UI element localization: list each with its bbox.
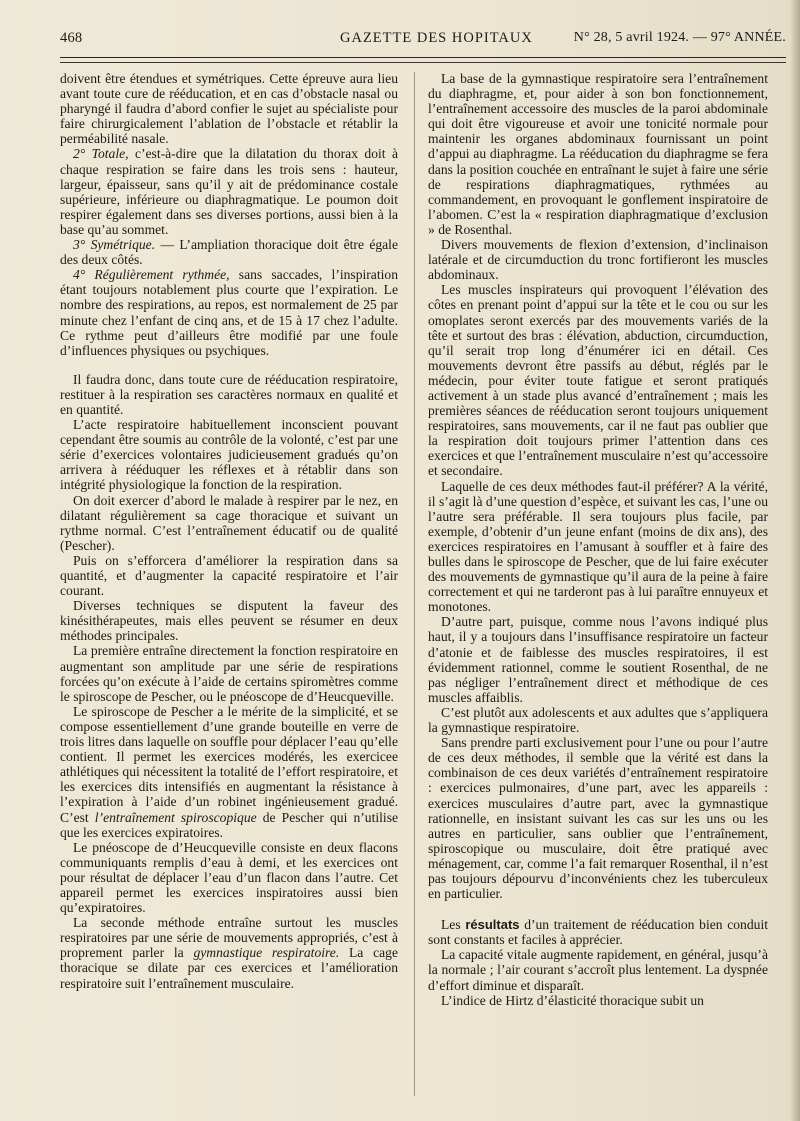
list-label: 3° Symétrique. (73, 237, 156, 253)
issue-info: N° 28, 5 avril 1924. — 97° ANNÉE. (573, 30, 786, 45)
paragraph: Laquelle de ces deux méthodes faut-il préférer? A la vérité, il s’agit là d’une question d’espèce, et suivant les cas, l’une ou l’autre sera préférable. Il sera toujours plus facile, par exemple, d’obtenir d’un jeune enfant (moins de dix ans), des exercices respiratoires en l’amusant à souffler et à faire des bulles dans le spiroscope de Pescher, que de lui faire exécuter des mouvements de gymnastique qu’il aura de la peine à faire correctement et qui ne tarderont pas à lui paraître ennuyeux et monotones. (428, 478, 768, 615)
page-number: 468 (60, 30, 83, 46)
emphasis: gymnastique respiratoire. (193, 945, 340, 961)
page-edge-shadow (790, 0, 800, 1121)
list-label: 2° Totale, (73, 146, 129, 162)
paragraph (60, 915, 398, 990)
paragraph-text: Les (441, 917, 466, 933)
paragraph: Le pnéoscope de d’Heucqueville consiste en deux flacons communiquants remplis d’eau à demi, et les exercices ont pour résultat de déplacer l’eau d’un flacon dans l’autre. Cet appareil permet les exercices inspiratoires aussi bien qu’expiratoires. (60, 839, 398, 916)
paragraph-text: Le spiroscope de Pescher a le mérite de la simplicité, et se compose essentiellement d’une grande bouteille en verre de trois litres dans laquelle on souffle pour déplacer l’eau qu’elle contient. Il permet les exercices modérés, les exercicee athlétiques qui nécessitent la totalité de l’effort respiratoire, et les exercices dits intensifiés en augmentant la résistance à l’expiration à l’aide d’un robinet ingénieusement gradué. C’est (60, 703, 398, 825)
paragraph: Divers mouvements de flexion d’extension, d’inclinaison latérale et de circumduction du tronc fortifieront les muscles abdominaux. (428, 237, 768, 283)
paragraph-text: d’un traitement de rééducation bien conduit sont constants et faciles à apprécier. (428, 917, 769, 948)
paragraph: Sans prendre parti exclusivement pour l’une ou pour l’autre de ces deux méthodes, il semble que la vérité est dans la combinaison de ces deux variétés d’entraînement respiratoire : exercices pulmonaires, d’une part, avec les appareils : exercices musculaires d’autre part, avec la gymnastique rationnelle, en insistant suivant les cas sur les uns ou les autres en particulier, sans oublier que l’entraînement, spiroscopique ou musculaire, doit être pratiqué avec ménagement, car, comme l’a fait remarquer Rosenthal, il n’est pas toujours dépourvu d’inconvénients chez les tuberculeux en particulier. (428, 735, 768, 902)
paragraph: C’est plutôt aux adolescents et aux adultes que s’appliquera la gymnastique respiratoire. (428, 704, 768, 736)
paragraph-text: sans saccades, l’inspiration étant toujours notablement plus courte que l’expiration. Le nombre des respirations, au repos, est normalement de 25 par minute chez l’enfant de cinq ans, et de 15 à 17 chez l’adulte. Ce rythme peut d’ailleurs être modifié par une foule d’influences physiques ou psychiques. (60, 267, 398, 358)
paragraph: Les muscles inspirateurs qui provoquent l’élévation des côtes en prenant point d’appui sur la tête et le cou ou sur les omoplates seront exercés par des mouvements variés de la tête et surtout des bras : élévation, abduction, circumduction, qu’il serait trop long d’énumérer ici en détail. Ces mouvements devront être passifs au début, réglés par le médecin, pour éviter toute fatigue et seront pratiqués activement à un stade plus avancé d’entraînement ; mais les premières séances de rééducation seront toujours uniquement respiratoires, sans mouvements, car il ne faut pas oublier que la respiration doit toujours primer l’attention dans ces exercices et que l’entraînement musculaire n’est qu’accessoire et secondaire. (428, 282, 768, 479)
paragraph (428, 917, 768, 947)
page-header (60, 28, 786, 50)
paragraph-text: de Pescher qui n’utilise que les exercices expiratoires. (60, 809, 399, 840)
paragraph (60, 237, 398, 267)
paragraph-text: La seconde méthode entraîne surtout les muscles respiratoires par une série de mouvements appropriés, c’est à proprement parler la (60, 915, 398, 961)
paragraph (60, 704, 398, 840)
right-column (428, 71, 768, 1008)
paragraph (60, 146, 398, 237)
paragraph: Puis on s’efforcera d’améliorer la respiration dans sa quantité, et d’augmenter la capacité respiratoire et l’air courant. (60, 552, 398, 599)
list-label: 4° Régulièrement rythmée, (73, 267, 230, 283)
emphasis: l’entraînement spiroscopique (94, 809, 257, 825)
paragraph-text: La cage thoracique se dilate par ces exercices et l’amélioration respiratoire suit l’entraînement musculaire. (60, 945, 398, 991)
journal-title: GAZETTE DES HOPITAUX (340, 30, 533, 46)
paragraph: La base de la gymnastique respiratoire sera l’entraînement du diaphragme, et, pour aider à son bon fonctionnement, l’entraînement accessoire des muscles de la paroi abdominale qui doit être vigoureuse et avoir une tonicité normale pour maintenir les organes abdominaux fournissant un point d’appui au diaphragme. La rééducation du diaphragme se fera dans la position couchée en entraînant le sujet à faire une série de respirations diaphragmatiques, rythmées au commandement, en provoquant le gonflement inspiratoire de l’abomen. C’est la « respiration diaphragmatique d’exclusion » de Rosenthal. (428, 71, 768, 237)
paragraph: Il faudra donc, dans toute cure de rééducation respiratoire, restituer à la respiration ses caractères normaux en qualité et en quantité. (60, 371, 398, 417)
column-divider (414, 72, 415, 1096)
paragraph: L’acte respiratoire habituellement inconscient pouvant cependant être soumis au contrôle de la volonté, c’est par une série d’exercices volontaires judicieusement gradués qu’on arrivera à rééduquer les réflexes et à rétablir dans son intégrité physiologique la fonction de la respiration. (60, 417, 398, 493)
paragraph-text: — L’ampliation thoracique doit être égale des deux côtés. (60, 237, 398, 268)
paragraph: La première entraîne directement la fonction respiratoire en augmentant son amplitude par une série de respirations forcées qu’on exécute à l’aide de certains spiromètres comme le spiroscope de Pescher, ou le pnéoscope de d’Heucqueville. (60, 643, 398, 704)
header-rule (60, 57, 786, 58)
paragraph: La capacité vitale augmente rapidement, en général, jusqu’à la normale ; l’air courant s’accroît plus lentement. La dyspnée d’effort diminue et disparaît. (428, 947, 768, 993)
paragraph: D’autre part, puisque, comme nous l’avons indiqué plus haut, il y a toujours dans l’insuffisance respiratoire un facteur d’atonie et de faiblesse des muscles respiratoires, il est évidemment rationnel, comme le soutient Rosenthal, de ne pas négliger l’entraînement direct et méthodique de ces muscles affaiblis. (428, 614, 768, 705)
left-column (60, 71, 398, 991)
paragraph (60, 267, 398, 358)
paragraph-text: c’est-à-dire que la dilatation du thorax doit à chaque respiration se faire dans les trois sens : hauteur, largeur, épaisseur, sans qu’il y ait de prédominance costale supérieure, inférieure ou diaphragmatique. Le poumon doit respirer également dans ses diverses portions, aussi bien à la base qu’au sommet. (60, 146, 398, 237)
paragraph: Diverses techniques se disputent la faveur des kinésithérapeutes, mais elles peuvent se résumer en deux méthodes principales. (60, 598, 398, 644)
paragraph: L’indice de Hirtz d’élasticité thoracique subit un (441, 992, 704, 1008)
section-keyword: résultats (465, 917, 520, 933)
header-rule-secondary (60, 62, 786, 63)
paragraph: doivent être étendues et symétriques. Cette épreuve aura lieu avant toute cure de rééducation, et en cas d’obstacle nasal ou pharyngé il faudra d’abord confier le sujet au spécialiste pour faire chirurgicalement l’ablation de l’obstacle et rétablir la perméabilité nasale. (60, 71, 398, 147)
paragraph: On doit exercer d’abord le malade à respirer par le nez, en dilatant régulièrement sa cage thoracique et suivant un rythme normal. C’est l’entraînement éducatif ou de qualité (Pescher). (60, 492, 398, 553)
